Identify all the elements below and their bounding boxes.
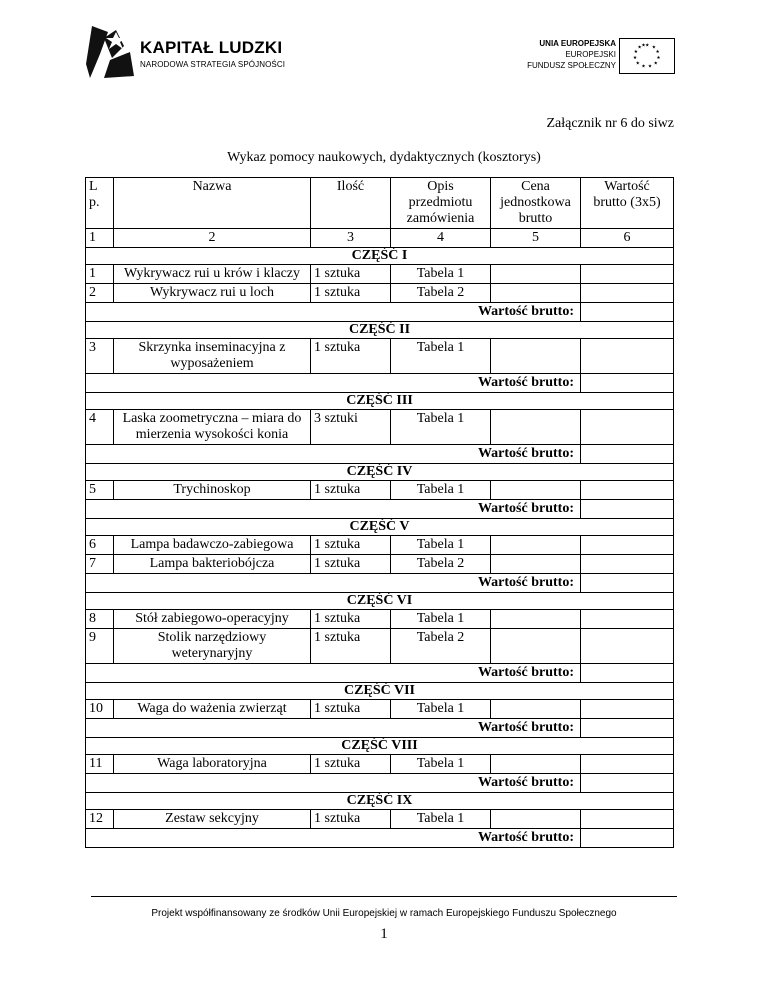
column-number: 5: [491, 229, 581, 248]
part-title-row: [86, 519, 674, 536]
item-lp: 6: [86, 536, 114, 555]
page-number: 1: [380, 926, 388, 942]
item-row: [86, 610, 674, 629]
item-qty: 1 sztuka: [311, 481, 391, 500]
item-value[interactable]: [581, 810, 674, 829]
logo-subtitle: NARODOWA STRATEGIA SPÓJNOŚCI: [140, 60, 286, 69]
sum-value-cell[interactable]: [581, 829, 674, 848]
column-number: 2: [114, 229, 311, 248]
item-value[interactable]: [581, 284, 674, 303]
part-title-row: [86, 464, 674, 481]
item-lp: 1: [86, 265, 114, 284]
part-title: CZĘŚĆ VII: [86, 683, 674, 700]
logo-title: KAPITAŁ LUDZKI: [140, 38, 283, 57]
item-value[interactable]: [581, 265, 674, 284]
column-number: 4: [391, 229, 491, 248]
table-header-row: [86, 178, 674, 229]
item-qty: 1 sztuka: [311, 555, 391, 574]
sum-value-cell[interactable]: [581, 445, 674, 464]
item-desc: Tabela 1: [391, 610, 491, 629]
eu-logo-line3: FUNDUSZ SPOŁECZNY: [527, 61, 616, 70]
item-value[interactable]: [581, 629, 674, 664]
svg-text:★: ★: [651, 45, 656, 51]
item-value[interactable]: [581, 610, 674, 629]
sum-label: Wartość brutto:: [86, 574, 581, 593]
item-name: Laska zoometryczna – miara do mierzenia wysokości konia: [114, 410, 311, 445]
part-title-row: [86, 738, 674, 755]
item-unit-price[interactable]: [491, 629, 581, 664]
item-value[interactable]: [581, 536, 674, 555]
sum-value-cell[interactable]: [581, 664, 674, 683]
svg-text:★: ★: [647, 64, 653, 70]
item-qty: 1 sztuka: [311, 265, 391, 284]
item-qty: 1 sztuka: [311, 610, 391, 629]
header-unit-price: Cena jednostkowa brutto: [491, 178, 581, 229]
sum-row: [86, 374, 674, 393]
header-lp: L p.: [86, 178, 114, 229]
cost-table: [85, 177, 674, 848]
part-title-row: [86, 248, 674, 265]
item-qty: 1 sztuka: [311, 629, 391, 664]
item-qty: 1 sztuka: [311, 810, 391, 829]
item-qty: 1 sztuka: [311, 284, 391, 303]
item-name: Wykrywacz rui u krów i klaczy: [114, 265, 311, 284]
sum-label: Wartość brutto:: [86, 774, 581, 793]
sum-value-cell[interactable]: [581, 574, 674, 593]
part-title-row: [86, 393, 674, 410]
item-lp: 9: [86, 629, 114, 664]
eu-logo-line1: UNIA EUROPEJSKA: [539, 39, 616, 48]
item-unit-price[interactable]: [491, 284, 581, 303]
eu-flag-icon: [619, 38, 675, 74]
part-title: CZĘŚĆ V: [86, 519, 674, 536]
sum-label: Wartość brutto:: [86, 445, 581, 464]
svg-text:★: ★: [641, 43, 646, 49]
item-name: Waga do ważenia zwierząt: [114, 700, 311, 719]
sum-value-cell[interactable]: [581, 719, 674, 738]
kapital-ludzki-emblem-icon: [86, 24, 136, 82]
sum-label: Wartość brutto:: [86, 664, 581, 683]
item-value[interactable]: [581, 700, 674, 719]
item-desc: Tabela 1: [391, 410, 491, 445]
sum-value-cell[interactable]: [581, 374, 674, 393]
item-lp: 12: [86, 810, 114, 829]
item-qty: 1 sztuka: [311, 339, 391, 374]
item-row: [86, 700, 674, 719]
part-title: CZĘŚĆ VI: [86, 593, 674, 610]
svg-text:★: ★: [645, 43, 650, 49]
item-qty: 1 sztuka: [311, 755, 391, 774]
item-unit-price[interactable]: [491, 410, 581, 445]
sum-value-cell[interactable]: [581, 774, 674, 793]
item-desc: Tabela 1: [391, 700, 491, 719]
sum-label: Wartość brutto:: [86, 829, 581, 848]
annex-label: Załącznik nr 6 do siwz: [546, 116, 674, 131]
item-unit-price[interactable]: [491, 810, 581, 829]
item-unit-price[interactable]: [491, 339, 581, 374]
sum-row: [86, 303, 674, 322]
item-row: [86, 481, 674, 500]
item-row: [86, 265, 674, 284]
document-heading: Wykaz pomocy naukowych, dydaktycznych (kosztorys): [227, 150, 541, 165]
item-lp: 7: [86, 555, 114, 574]
item-qty: 3 sztuki: [311, 410, 391, 445]
footer-text: Projekt współfinansowany ze środków Unii Europejskiej w ramach Europejskiego Funduszu Społecznego: [151, 908, 617, 919]
column-number: 6: [581, 229, 674, 248]
item-unit-price[interactable]: [491, 700, 581, 719]
item-unit-price[interactable]: [491, 555, 581, 574]
part-title-row: [86, 593, 674, 610]
item-value[interactable]: [581, 481, 674, 500]
eu-logo-text: [527, 38, 616, 71]
item-desc: Tabela 2: [391, 629, 491, 664]
part-title-row: [86, 793, 674, 810]
item-unit-price[interactable]: [491, 265, 581, 284]
header-name: Nazwa: [114, 178, 311, 229]
item-name: Zestaw sekcyjny: [114, 810, 311, 829]
item-qty: 1 sztuka: [311, 700, 391, 719]
item-unit-price[interactable]: [491, 610, 581, 629]
sum-label: Wartość brutto:: [86, 303, 581, 322]
item-unit-price[interactable]: [491, 755, 581, 774]
part-title: CZĘŚĆ I: [86, 248, 674, 265]
item-row: [86, 284, 674, 303]
sum-label: Wartość brutto:: [86, 374, 581, 393]
part-title-row: [86, 683, 674, 700]
item-lp: 8: [86, 610, 114, 629]
item-name: Trychinoskop: [114, 481, 311, 500]
sum-row: [86, 574, 674, 593]
item-lp: 10: [86, 700, 114, 719]
svg-text:★: ★: [633, 50, 639, 56]
sum-value-cell[interactable]: [581, 303, 674, 322]
item-value[interactable]: [581, 755, 674, 774]
item-name: Stół zabiegowo-operacyjny: [114, 610, 311, 629]
part-title: CZĘŚĆ II: [86, 322, 674, 339]
svg-text:★: ★: [653, 61, 658, 67]
header-qty: Ilość: [311, 178, 391, 229]
sum-row: [86, 664, 674, 683]
svg-text:★: ★: [632, 55, 638, 61]
item-desc: Tabela 2: [391, 284, 491, 303]
item-row: [86, 339, 674, 374]
item-lp: 5: [86, 481, 114, 500]
sum-value-cell[interactable]: [581, 500, 674, 519]
header-desc: Opis przedmiotu zamówienia: [391, 178, 491, 229]
eu-logo-line2: EUROPEJSKI: [565, 50, 616, 59]
item-desc: Tabela 1: [391, 481, 491, 500]
item-lp: 11: [86, 755, 114, 774]
sum-row: [86, 445, 674, 464]
svg-text:★: ★: [641, 64, 646, 70]
svg-text:★: ★: [637, 45, 642, 51]
item-name: Skrzynka inseminacyjna z wyposażeniem: [114, 339, 311, 374]
cost-table-body: [86, 178, 674, 848]
eu-logo: [503, 38, 683, 78]
item-row: [86, 810, 674, 829]
item-desc: Tabela 1: [391, 755, 491, 774]
kapital-ludzki-logo: [86, 24, 306, 84]
item-row: [86, 536, 674, 555]
svg-text:★: ★: [635, 61, 640, 67]
item-value[interactable]: [581, 339, 674, 374]
column-number: 1: [86, 229, 114, 248]
item-desc: Tabela 1: [391, 339, 491, 374]
sum-row: [86, 500, 674, 519]
item-lp: 3: [86, 339, 114, 374]
item-value[interactable]: [581, 410, 674, 445]
part-title: CZĘŚĆ III: [86, 393, 674, 410]
item-name: Stolik narzędziowy weterynaryjny: [114, 629, 311, 664]
item-unit-price[interactable]: [491, 481, 581, 500]
item-unit-price[interactable]: [491, 536, 581, 555]
item-lp: 2: [86, 284, 114, 303]
item-row: [86, 410, 674, 445]
item-name: Wykrywacz rui u loch: [114, 284, 311, 303]
item-value[interactable]: [581, 555, 674, 574]
svg-text:★: ★: [656, 55, 661, 61]
sum-label: Wartość brutto:: [86, 500, 581, 519]
sum-row: [86, 719, 674, 738]
item-name: Waga laboratoryjna: [114, 755, 311, 774]
sum-row: [86, 829, 674, 848]
part-title: CZĘŚĆ VIII: [86, 738, 674, 755]
item-desc: Tabela 2: [391, 555, 491, 574]
item-desc: Tabela 1: [391, 265, 491, 284]
sum-label: Wartość brutto:: [86, 719, 581, 738]
part-title: CZĘŚĆ IX: [86, 793, 674, 810]
item-name: Lampa bakteriobójcza: [114, 555, 311, 574]
item-row: [86, 755, 674, 774]
part-title-row: [86, 322, 674, 339]
item-row: [86, 555, 674, 574]
footer-divider: [91, 896, 677, 897]
column-number: 3: [311, 229, 391, 248]
item-row: [86, 629, 674, 664]
item-lp: 4: [86, 410, 114, 445]
item-name: Lampa badawczo-zabiegowa: [114, 536, 311, 555]
part-title: CZĘŚĆ IV: [86, 464, 674, 481]
item-desc: Tabela 1: [391, 810, 491, 829]
svg-text:★: ★: [655, 50, 660, 56]
column-number-row: [86, 229, 674, 248]
header-value: Wartość brutto (3x5): [581, 178, 674, 229]
sum-row: [86, 774, 674, 793]
item-qty: 1 sztuka: [311, 536, 391, 555]
item-desc: Tabela 1: [391, 536, 491, 555]
